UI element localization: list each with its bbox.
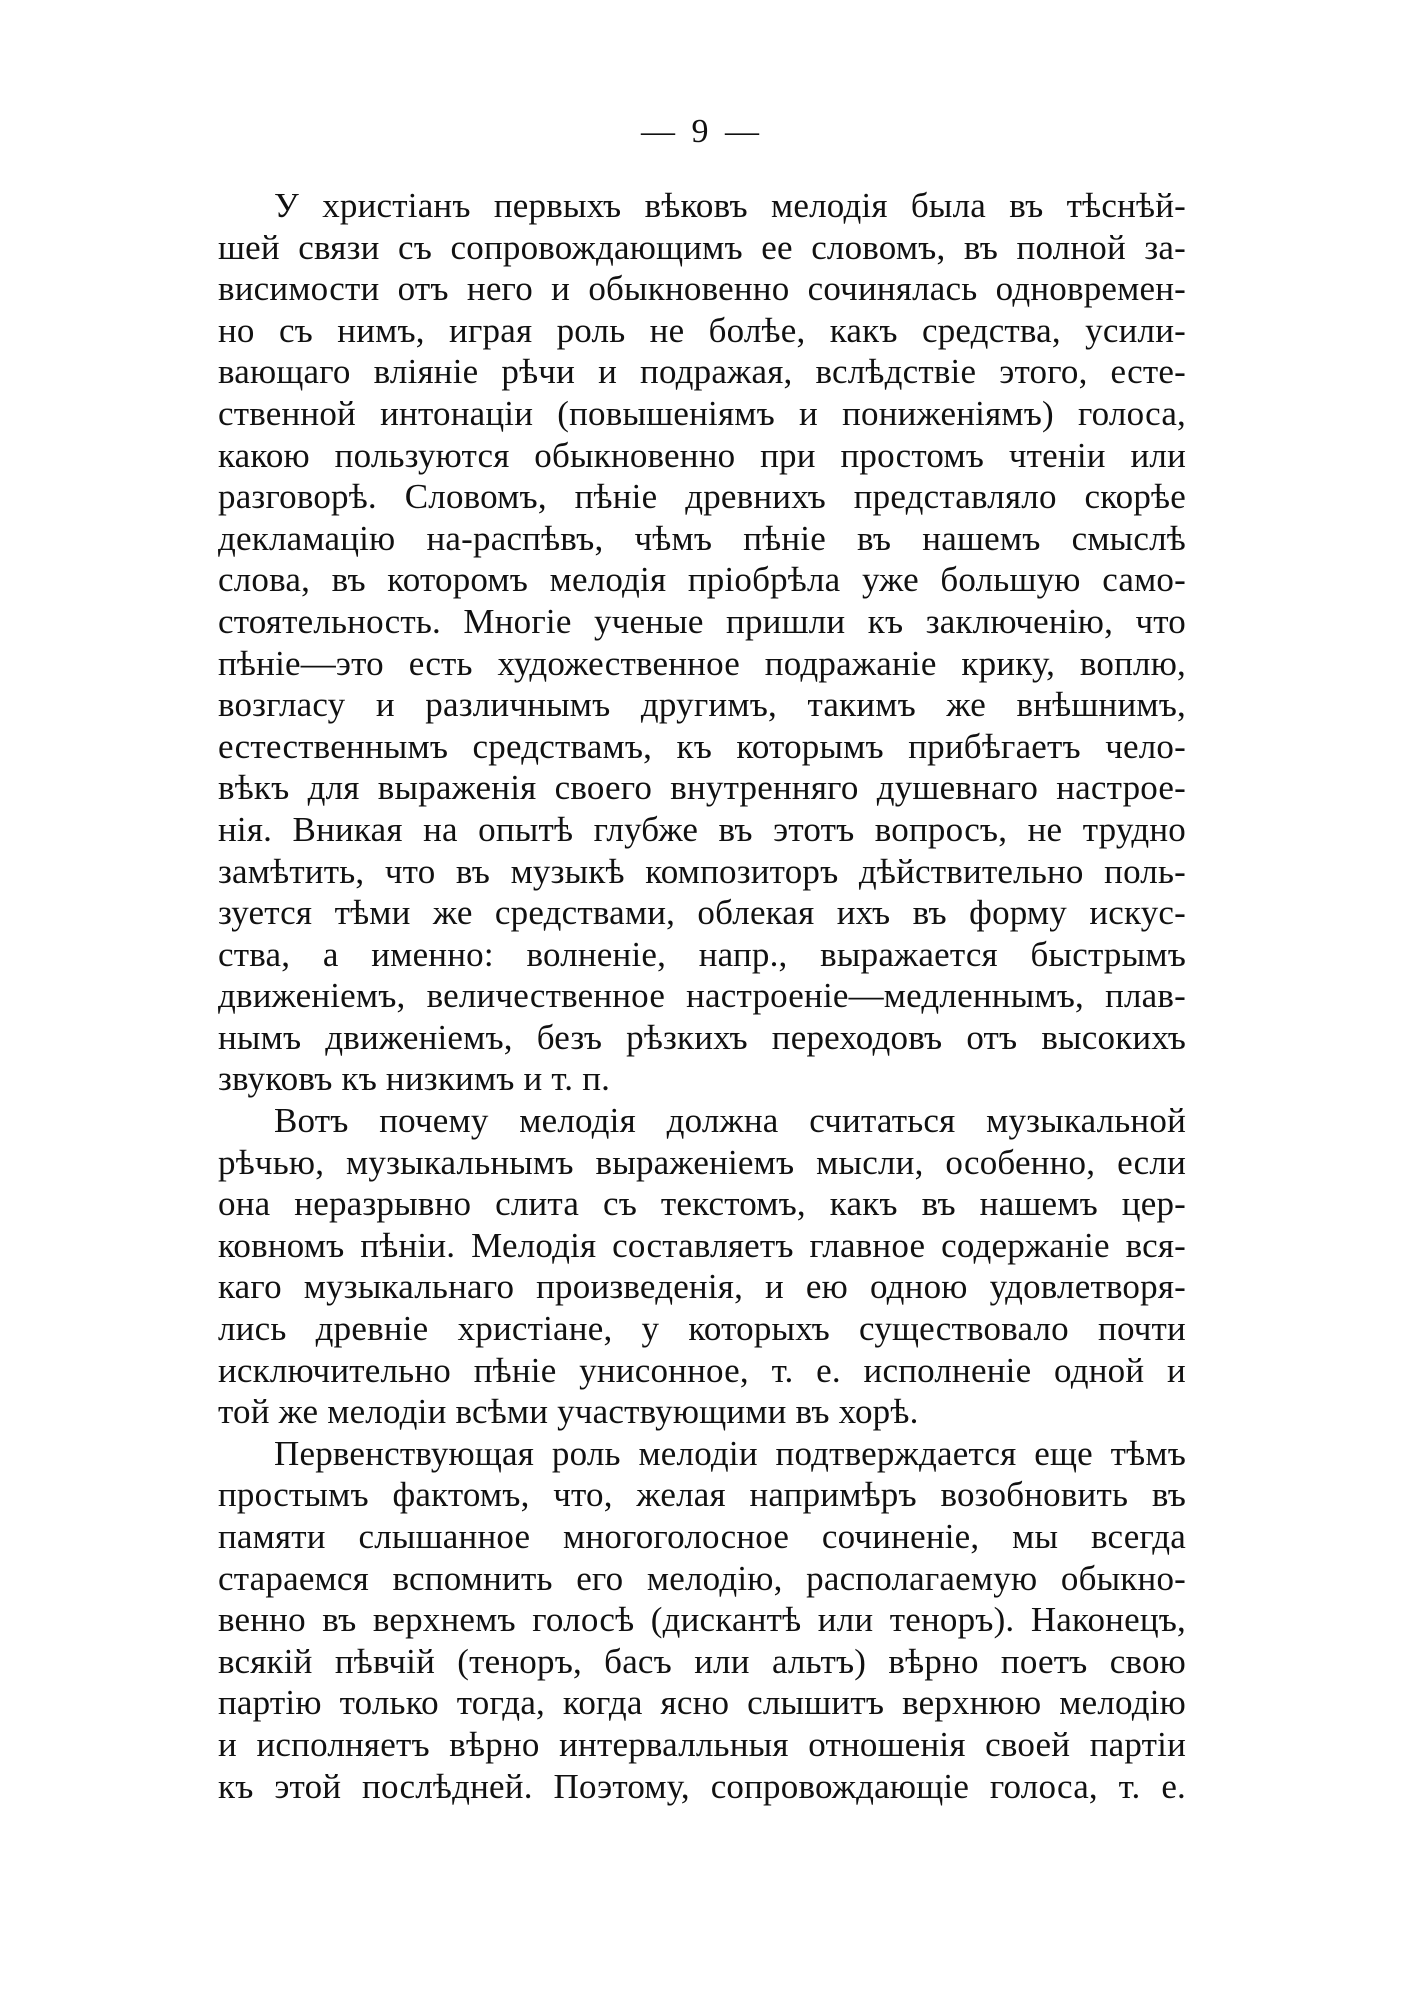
text-line: Вотъ почему мелодія должна считаться музыкальной [274, 1101, 1186, 1141]
text-line: висимости отъ него и обыкновенно сочинялась одновремен- [218, 269, 1186, 309]
paragraph-1 [218, 185, 1186, 1100]
text-line: замѣтить, что въ музыкѣ композиторъ дѣйствительно поль- [218, 851, 1186, 891]
text-line: нымъ движеніемъ, безъ рѣзкихъ переходовъ отъ высокихъ [218, 1017, 1186, 1057]
text-line: зуется тѣми же средствами, облекая ихъ въ форму искус- [218, 893, 1186, 933]
text-line: вающаго вліяніе рѣчи и подражая, вслѣдствіе этого, есте- [218, 352, 1186, 392]
text-line: звуковъ къ низкимъ и т. п. [218, 1059, 611, 1099]
text-line: пѣніе—это есть художественное подражаніе крику, воплю, [218, 643, 1186, 683]
text-line: рѣчью, музыкальнымъ выраженіемъ мысли, особенно, если [218, 1142, 1186, 1182]
text-line: лись древніе христіане, у которыхъ существовало почти [218, 1309, 1186, 1349]
text-line: къ этой послѣдней. Поэтому, сопровождающіе голоса, т. е. [218, 1766, 1186, 1806]
page-number: — 9 — [641, 113, 763, 150]
text-line: той же мелодіи всѣми участвующими въ хорѣ. [218, 1392, 919, 1432]
paragraph-3 [218, 1433, 1186, 1807]
text-line: нія. Вникая на опытѣ глубже въ этотъ вопросъ, не трудно [218, 809, 1186, 849]
text-line: венно въ верхнемъ голосѣ (дискантѣ или теноръ). Наконецъ, [218, 1600, 1186, 1640]
text-line: естественнымъ средствамъ, къ которымъ прибѣгаетъ чело- [218, 726, 1186, 766]
text-line: возгласу и различнымъ другимъ, такимъ же внѣшнимъ, [218, 685, 1186, 725]
text-line: исключительно пѣніе унисонное, т. е. исполненіе одной и [218, 1350, 1186, 1390]
text-line: стараемся вспомнить его мелодію, располагаемую обыкно- [218, 1558, 1186, 1598]
text-line: каго музыкальнаго произведенія, и ею одною удовлетворя- [218, 1267, 1186, 1307]
text-line: декламацію на-распѣвъ, чѣмъ пѣніе въ нашемъ смыслѣ [218, 518, 1186, 558]
text-line: но съ нимъ, играя роль не болѣе, какъ средства, усили- [218, 310, 1186, 350]
text-line: Первенствующая роль мелодіи подтверждается еще тѣмъ [274, 1433, 1186, 1473]
text-line: она неразрывно слита съ текстомъ, какъ въ нашемъ цер- [218, 1184, 1186, 1224]
text-line: У христіанъ первыхъ вѣковъ мелодія была въ тѣснѣй- [274, 186, 1186, 225]
text-line: ства, а именно: волненіе, напр., выражается быстрымъ [218, 934, 1186, 974]
text-line: какою пользуются обыкновенно при простомъ чтеніи или [218, 435, 1186, 475]
text-line: простымъ фактомъ, что, желая напримѣръ возобновить въ [218, 1475, 1186, 1515]
text-line: слова, въ которомъ мелодія пріобрѣла уже большую само- [218, 560, 1186, 600]
text-line: разговорѣ. Словомъ, пѣніе древнихъ представляло скорѣе [218, 477, 1186, 517]
text-line: ственной интонаціи (повышеніямъ и пониженіямъ) голоса, [218, 393, 1186, 433]
text-line: стоятельность. Многіе ученые пришли къ заключенію, что [218, 601, 1186, 641]
body-text [218, 185, 1186, 1807]
text-line: движеніемъ, величественное настроеніе—медленнымъ, плав- [218, 976, 1186, 1016]
text-line: ковномъ пѣніи. Мелодія составляетъ главное содержаніе вся- [218, 1225, 1186, 1265]
text-line: партію только тогда, когда ясно слышитъ верхнюю мелодію [218, 1683, 1186, 1723]
text-line: и исполняетъ вѣрно интервалльныя отношенія своей партіи [218, 1724, 1186, 1764]
text-line: всякій пѣвчій (теноръ, басъ или альтъ) вѣрно поетъ свою [218, 1641, 1186, 1681]
text-line: шей связи съ сопровождающимъ ее словомъ, въ полной за- [218, 227, 1186, 267]
text-line: вѣкъ для выраженія своего внутренняго душевнаго настрое- [218, 768, 1186, 808]
paragraph-2 [218, 1100, 1186, 1433]
text-line: памяти слышанное многоголосное сочиненіе, мы всегда [218, 1517, 1186, 1556]
